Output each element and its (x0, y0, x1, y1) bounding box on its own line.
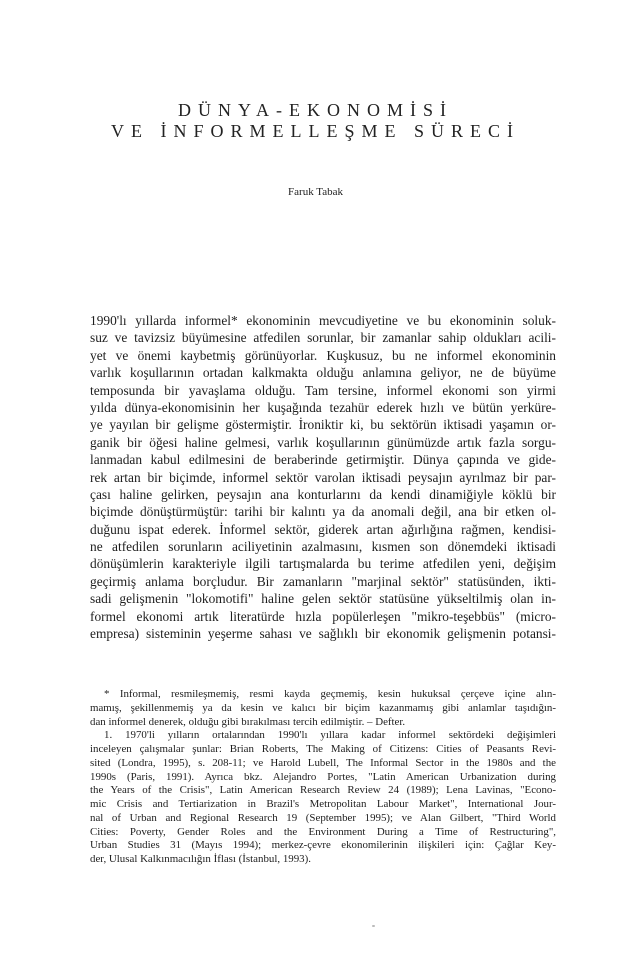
body-line: ne atfedilen sorunların aciliyetinin azalmasını, kısmen son dönemdeki iktisadi (90, 539, 556, 555)
body-line: ganik bir öğesi haline gelmesi, varlık koşullarının günümüzde artık fazla sorgu- (90, 434, 556, 450)
footnote-line: 1990s (Paris, 1991). Ayrıca bkz. Alejandro Portes, "Latin American Urbanization during (90, 770, 556, 783)
body-line: formel ekonomi artık literatürde hızla popülerleşen "mikro-teşebbüs" (micro- (90, 608, 556, 624)
body-line: dönüşümlerin karakteriyle ilgili tartışmalarda bu terime atfedilen yeni, değişim (90, 556, 556, 572)
body-line: yet ve önemi kaybetmiş görünüyorlar. Kuşkusuz, bu ne informel ekonominin (90, 347, 556, 363)
footnote-line: nal of Urban and Regional Research 19 (September 1995); ve Alan Gilbert, "Third World (90, 811, 556, 824)
body-line: temposunda bir yavaşlama olduğu. Tam tersine, informel ekonomi son yirmi (90, 382, 556, 398)
footnote-line: der, Ulusal Kalkınmacılığın İflası (İstanbul, 1993). (90, 853, 311, 865)
footnote-line: sited (Londra, 1995), s. 208-11; ve Harold Lubell, The Informal Sector in the 1980s and the (90, 756, 556, 769)
footnote-line: mamış, şekillenmemiş ya da kesin ve kalıcı bir biçim kazanmamış gibi anlamlar taşıdığın- (90, 701, 556, 714)
body-line: suz ve tavizsiz büyümesine atfedilen sorunlar, bir zamanlar sahip oldukları acili- (90, 330, 556, 346)
author-name: Faruk Tabak (288, 186, 343, 198)
footnote-line: dan informel denerek, olduğu gibi bırakılması tercih edilmiştir. – Defter. (90, 715, 406, 728)
body-line: lanmadan kabul edilmesini de beraberinde getirmiştir. Dünya çapında ve gide- (90, 452, 556, 468)
footnote-line: 1. 1970'li yılların ortalarından 1990'lı yıllara kadar informel sektördeki değişimleri (104, 729, 556, 742)
body-line: yılda dünya-ekonomisinin her kuşağında tezahür ederek hızlı ve bütün yerküre- (90, 399, 556, 415)
scan-speck (372, 925, 375, 927)
title-line-1: DÜNYA-EKONOMİSİ (178, 100, 453, 120)
title-line-2: VE İNFORMELLEŞME SÜRECİ (110, 121, 520, 141)
footnote-line: * Informal, resmileşmemiş, resmi kayda geçmemiş, kesin hukuksal çerçeve içine alın- (104, 688, 556, 700)
footnotes (90, 688, 556, 867)
body-line: 1990'lı yıllarda informel* ekonominin mevcudiyetine ve bu ekonominin soluk- (90, 313, 556, 328)
footnote-line: inceleyen çalışmalar şunlar: Brian Roberts, The Making of Citizens: Cities of Peasants Revi- (90, 743, 556, 755)
footnote-line: Urban Studies 31 (Mayıs 1994); merkez-çevre ekonomilerinin ilişkileri için: Çağlar Key- (90, 839, 556, 852)
body-line: biçimde dönüştürmüştür: tarihi bir kalıntı ya da anomali değil, ana bir etken ol- (90, 504, 556, 520)
footnote-line: the Years of the Crisis", Latin American Research Review 24 (1989); Lena Lavinas, "Econo- (90, 784, 556, 797)
body-line: empresa) sisteminin yeşerme sahası ve sağlıklı bir ekonomik gelişmenin potansi- (90, 626, 556, 642)
body-line: rek artan bir biçimde, informel sektör varolan iktisadi peysajın ayrılmaz bir par- (90, 469, 556, 485)
body-line: ye yayılan bir gelişme göstermiştir. İroniktir ki, bu sektörün iktisadi yaşamın or- (90, 417, 556, 433)
footnote-line: mic Crisis and Tertiarization in Brazil's Metropolitan Labour Market", International Jour- (90, 798, 556, 810)
footnote-line: Cities: Poverty, Gender Roles and the Environment During a Time of Restructuring", (90, 825, 556, 838)
body-line: duğunu ispat ederek. İnformel sektör, giderek artan ağırlığına rağmen, kendisi- (90, 521, 556, 537)
body-text (90, 312, 556, 642)
body-line: varlık koşullarının ortadan kalkmakta olduğu anlamına geliyor, ne de büyüme (90, 365, 556, 381)
body-line: çası haline gelirken, peysajın ana konturlarını da kendi dinamiğiyle köklü bir (90, 486, 556, 502)
body-line: geçirmiş anlama borçludur. Bir zamanların "marjinal sektör" statüsünden, ikti- (90, 573, 556, 589)
body-line: sadi gelişmenin "lokomotifi" haline gelen sektör statüsüne yükseltilmiş olan in- (90, 591, 556, 607)
